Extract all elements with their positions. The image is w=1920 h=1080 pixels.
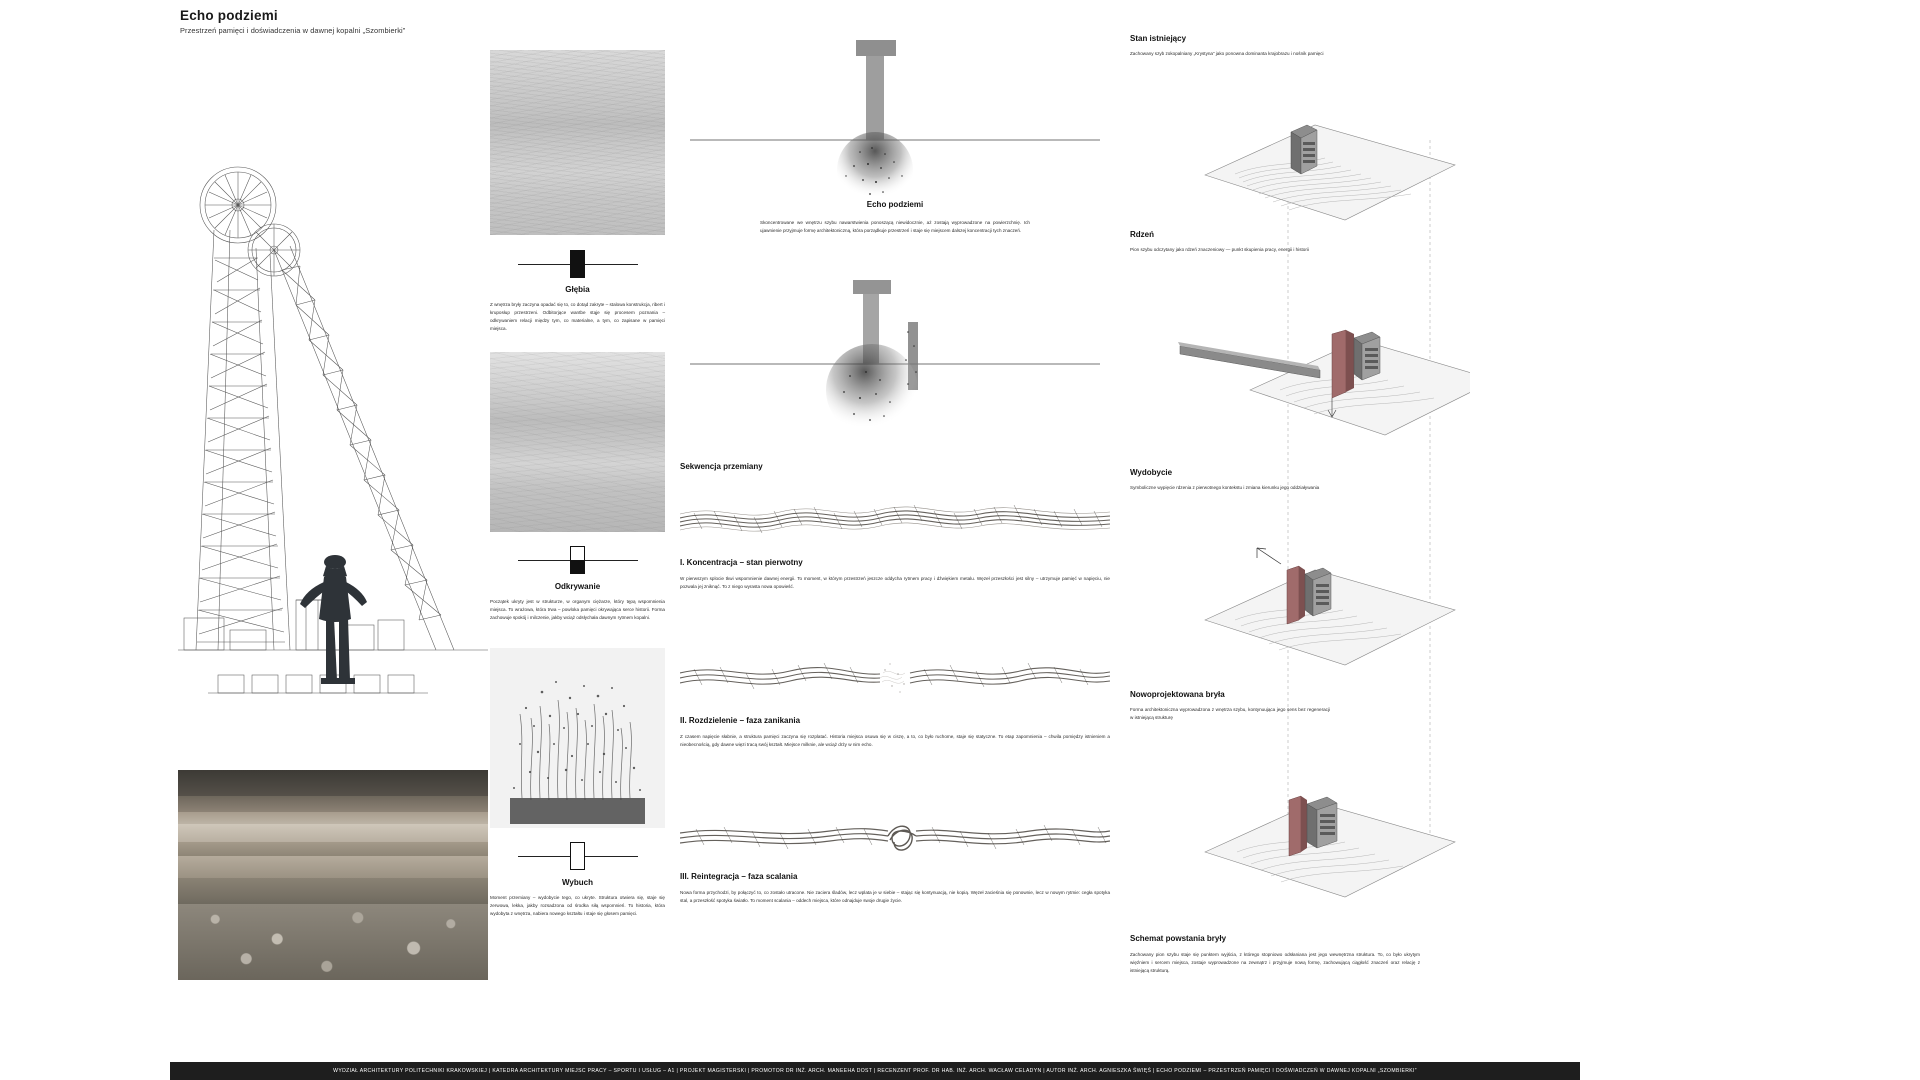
text-rdzen: Pion szybu odczytany jako rdzeń znaczeniowy — punkt skupienia pracy, energii i historii <box>1130 247 1309 252</box>
heading-odkrywanie: Odkrywanie <box>554 582 601 591</box>
text-stage-1: W pierwszym splocie tkwi wspomnienie dawnej energii. To moment, w którym przestrzeń jeszcze oddycha rytmem pracy i dźwiękiem metalu. Węzeł przeszłości jest silny – utrzymuje pamięć w napięciu, nie pozwala jej zniknąć. To z niego wyrasta nowa opowieść. <box>680 576 1110 590</box>
symbol-discovery <box>490 546 665 576</box>
text-nowoprojektowana-bryla: Forma architektoniczna wyprowadzona z wnętrza szybu, kontynuująca jego sens bez regeneracji w istniejącą strukturę <box>1130 707 1330 721</box>
axo-diagram-1 <box>1165 70 1465 240</box>
heading-wydobycie: Wydobycie <box>1130 468 1173 477</box>
texture-grain-1 <box>490 50 665 235</box>
texture-column <box>490 0 665 1080</box>
footer-bar <box>170 1062 1580 1080</box>
poster-sheet <box>170 0 1580 1080</box>
symbol-depth <box>490 250 665 280</box>
heading-wybuch: Wybuch <box>562 878 593 887</box>
headframe-drawing <box>178 130 488 860</box>
heading-glebia: Głębia <box>565 285 590 294</box>
texture-image-explosion <box>490 648 665 828</box>
axo-diagram-3 <box>1165 512 1465 687</box>
axo-diagram-4 <box>1165 740 1465 915</box>
text-stage-2: Z czasem napięcie słabnie, a struktura pamięci zaczyna się rozplatać. Historia miejsca osuwa się w ciszę, a to, co było ruchome, staje się statyczne. To etap zapomnienia – chwila pomiędzy istnieniem a nieobecnością, gdy dawne więzi tracą swój kształt. Miejsce milknie, ale wciąż drży w nim echo. <box>680 734 1110 748</box>
page-title: Echo podziemi <box>180 8 278 23</box>
heading-stage-2: II. Rozdzielenie – faza zanikania <box>680 716 801 725</box>
text-odkrywanie: Początek ukryty jest w strukturze, w organym ciężarze, który tępą wspomnienia miejsca. To wrażowa, która trwa – powloka pamięci okrywająca serce historii. Forma zachowuje spokój i milczenie, jakby wciąż odsłychała dawnym rytmem kopalni. <box>490 599 665 621</box>
heading-echo-podziemi: Echo podziemi <box>866 200 924 209</box>
shaft-diagram-2 <box>680 272 1110 442</box>
symbol-explosion <box>490 842 665 872</box>
heading-sekwencja: Sekwencja przemiany <box>680 462 763 471</box>
shaft-diagram-1 <box>680 30 1110 220</box>
text-glebia: Z wnętrza bryły zaczyna opadać się to, co dotąd zakryte – stalowa konstrukcja, ribert i kruposłup przestrzeni. Odbitorjące wantbe stąje się procesem poznania – odkrywaniem relacji między tym, co materialne, a tym, co zapisane w pamięci miejsca. <box>490 302 665 332</box>
text-schemat-powstania: Zachowany pion szybu staje się punktem wyjścia, z którego stopniowo odsłaniana jest jego wewnętrzna struktura. To, co było ukrytym więźniem i sercem miejsca, zostaje wyprowadzone na zewnątrz i przyjmuje nową formę, zachowującą ciągłość znaczeń oraz relację z istniejącą strukturą. <box>1130 952 1420 974</box>
text-echo-podziemi: Skoncentrowane we wnętrzu szybu nawarstwienia ponoszącą niewidocznie, aż zostają wyprowadzone na powierzchnię. Ich ujawnienie przyjmuje formę architektoniczną, która porządkuje przestrzeń i staje się miejscem dalszej koncentracji tych znaczeń. <box>760 220 1030 234</box>
text-wybuch: Moment przemiany – wydobycie tego, co ukryte. Struktura otwiera się, staje się zerwowa, lekka, jakby rozsadzona od środka siłą wspomnień. To historia, która wydobyta z wnętrza, nabiera nowego kształtu i staje się głosem pamięci. <box>490 895 665 917</box>
axo-diagram-2 <box>1140 280 1470 455</box>
left-margin <box>0 0 170 1080</box>
heading-stage-1: I. Koncentracja – stan pierwotny <box>680 558 803 567</box>
soil-strata <box>178 770 488 990</box>
rope-image-3 <box>680 812 1110 860</box>
texture-grain-2 <box>490 352 665 532</box>
heading-rdzen: Rdzeń <box>1130 230 1154 239</box>
text-wydobycie: Symboliczne wypięcie rdzenia z pierwotnego kontekstu i zmiana kierunku jego oddziaływania <box>1130 485 1320 490</box>
heading-stage-3: III. Reintegracja – faza scalania <box>680 872 798 881</box>
right-margin <box>1580 0 1920 1080</box>
rope-image-1 <box>680 496 1110 544</box>
axonometric-column <box>1120 0 1575 1080</box>
footer-text: WYDZIAŁ ARCHITEKTURY POLITECHNIKI KRAKOWSKIEJ | KATEDRA ARCHITEKTURY MIEJSC PRACY – SPORTU I USŁUG – A1 | PROJEKT MAGISTERSKI | PROMOTOR DR INŻ. ARCH. MANEEHA DOST | RECENZENT PROF. DR HAB. INŻ. ARCH. WACŁAW CELADYN | AUTOR INŻ. ARCH. AGNIESZKA ŚWIĘŚ | ECHO PODZIEMI – PRZESTRZEŃ PAMIĘCI I DOŚWIADCZEŃ W DAWNEJ KOPALNI „SZOMBIERKI” <box>333 1068 1417 1074</box>
heading-nowoprojektowana-bryla: Nowoprojektowana bryła <box>1130 690 1225 699</box>
page-subtitle: Przestrzeń pamięci i doświadczenia w dawnej kopalni „Szombierki” <box>180 26 406 35</box>
center-column <box>680 0 1110 1080</box>
text-stage-3: Nowa forma przychodzi, by połączyć to, co zostało utracone. Nie zaciera śladów, lecz wplata je w siebie – stając się kontynuacją, nie kopią. Węzeł zacieśnia się ponownie, lecz w nowym rytmie: cegła spotyka stal, a przeszłość spotyka światło. To moment scalania – oddech miejsca, które odnajduje swoje drugie życie. <box>680 890 1110 904</box>
heading-schemat-powstania: Schemat powstania bryły <box>1130 934 1227 943</box>
rope-image-2 <box>680 650 1110 704</box>
text-stan-istniejacy: Zachowany szyb zokopalniany „Krystyna” jako ponowna dominanta krajobrazu i nośnik pamięci <box>1130 51 1324 56</box>
heading-stan-istniejacy: Stan istniejący <box>1130 34 1187 43</box>
